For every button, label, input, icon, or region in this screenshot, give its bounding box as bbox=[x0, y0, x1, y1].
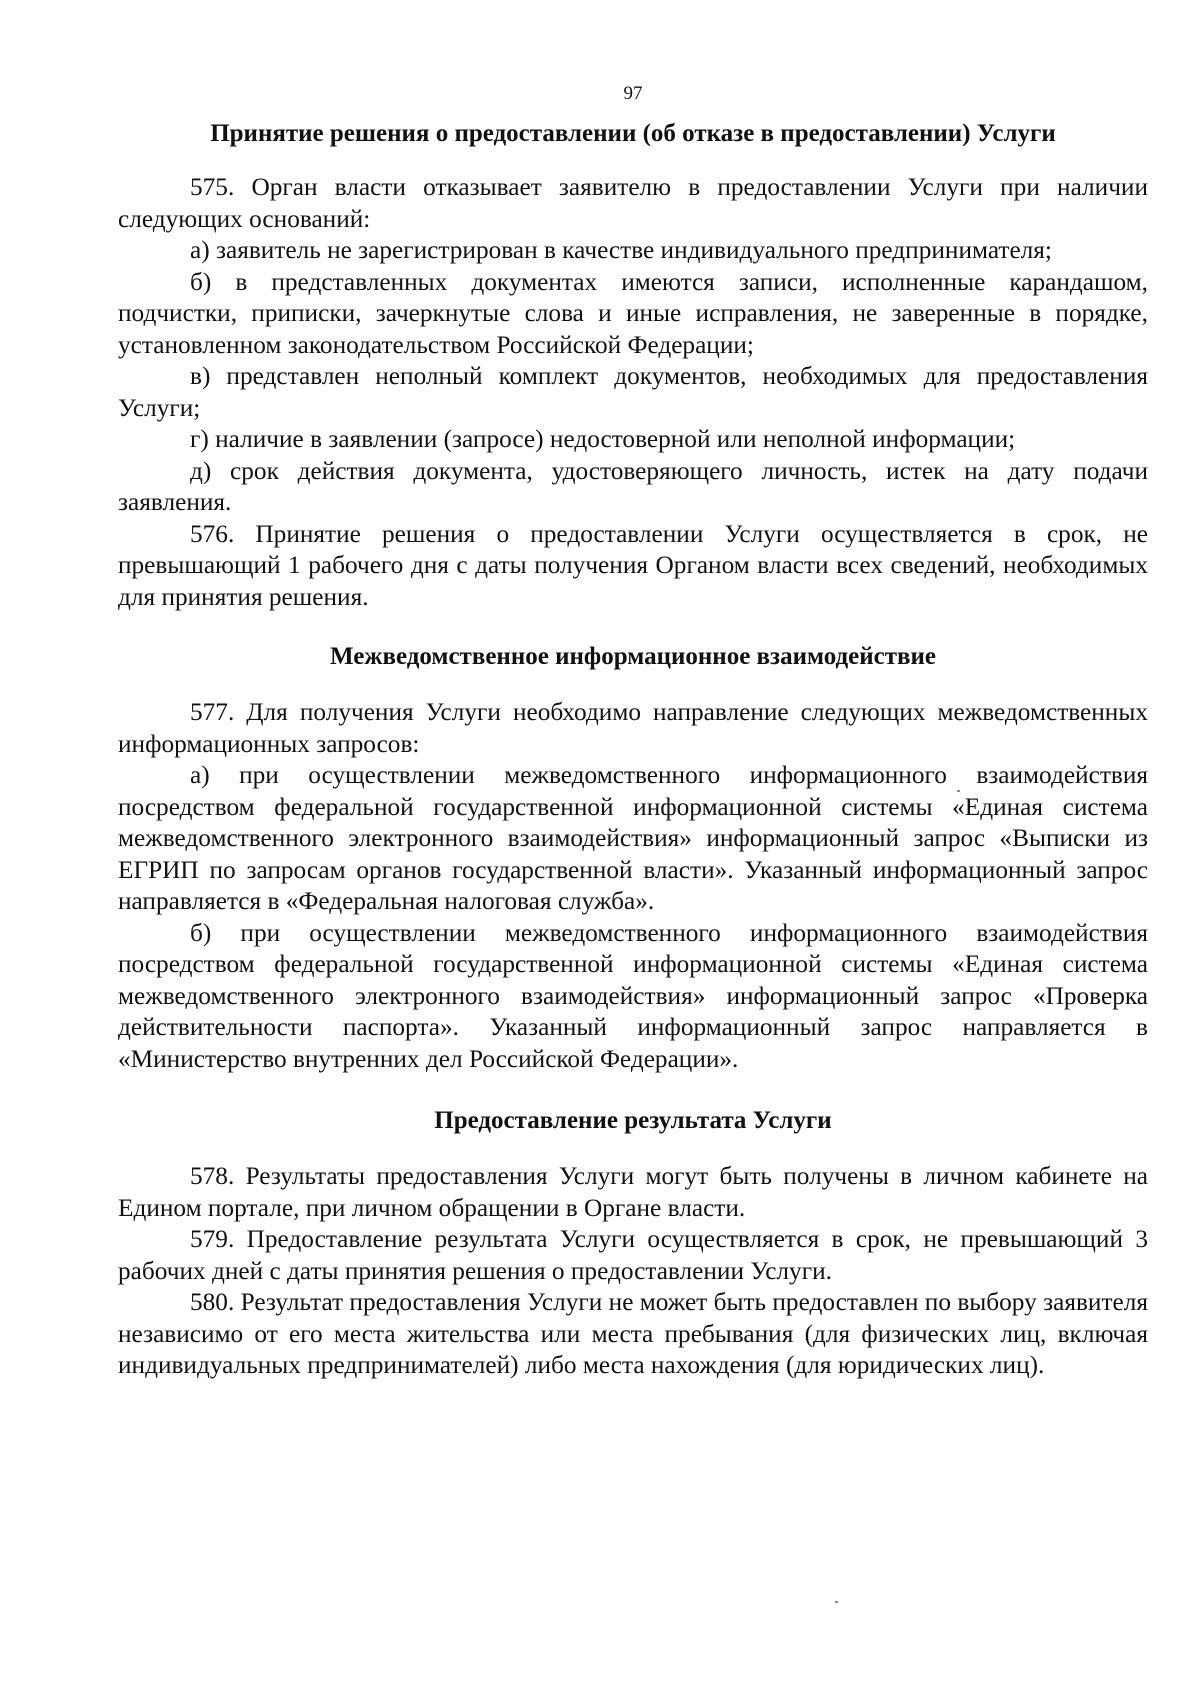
paragraph-579: 579. Предоставление результата Услуги осуществляется в срок, не превышающий 3 рабочих дней с даты принятия решения о предоставлении Услуги. bbox=[118, 1225, 1148, 1285]
paragraph-578: 578. Результаты предоставления Услуги могут быть получены в личном кабинете на Едином портале, при личном обращении в Органе власти. bbox=[118, 1162, 1148, 1222]
list-item-a: а) заявитель не зарегистрирован в качестве индивидуального предпринимателя; bbox=[190, 236, 1052, 264]
section-heading-result: Предоставление результата Услуги bbox=[434, 1107, 832, 1134]
list-item-b: б) в представленных документах имеются записи, исполненные карандашом, подчистки, приписки, зачеркнутые слова и иные исправления, не заверенные в порядке, установленном законодательством Российской Федерации; bbox=[118, 267, 1148, 359]
list-item-v: в) представлен неполный комплект документов, необходимых для предоставления Услуги; bbox=[118, 362, 1148, 422]
document-page bbox=[118, 70, 1148, 1670]
list-item-d: д) срок действия документа, удостоверяющего личность, истек на дату подачи заявления. bbox=[118, 456, 1148, 516]
section-result bbox=[118, 1105, 1148, 1382]
section-decision bbox=[118, 118, 1148, 613]
scan-speck bbox=[957, 790, 960, 792]
scan-speck bbox=[835, 1601, 838, 1603]
section-interagency bbox=[118, 641, 1148, 1075]
paragraph-577: 577. Для получения Услуги необходимо направление следующих межведомственных информационных запросов: bbox=[118, 698, 1148, 758]
list-item-a: а) при осуществлении межведомственного информационного взаимодействия посредством федеральной государственной информационной системы «Единая система межведомственного электронного взаимодействия» информационный запрос «Выписки из ЕГРИП по запросам органов государственной власти». Указанный информационный запрос направляется в «Федеральная налоговая служба». bbox=[118, 761, 1148, 915]
section-heading-decision: Принятие решения о предоставлении (об отказе в предоставлении) Услуги bbox=[210, 120, 1056, 147]
list-item-g: г) наличие в заявлении (запросе) недостоверной или неполной информации; bbox=[190, 425, 1016, 453]
paragraph-580: 580. Результат предоставления Услуги не может быть предоставлен по выбору заявителя независимо от его места жительства или места пребывания (для физических лиц, включая индивидуальных предпринимателей) либо места нахождения (для юридических лиц). bbox=[118, 1288, 1148, 1379]
list-item-b: б) при осуществлении межведомственного информационного взаимодействия посредством федеральной государственной информационной системы «Единая система межведомственного электронного взаимодействия» информационный запрос «Проверка действительности паспорта». Указанный информационный запрос направляется в «Министерство внутренних дел Российской Федерации». bbox=[118, 918, 1148, 1073]
page-number: 97 bbox=[623, 83, 643, 104]
paragraph-576: 576. Принятие решения о предоставлении Услуги осуществляется в срок, не превышающий 1 рабочего дня с даты получения Органом власти всех сведений, необходимых для принятия решения. bbox=[118, 519, 1148, 611]
paragraph-575: 575. Орган власти отказывает заявителю в предоставлении Услуги при наличии следующих оснований: bbox=[118, 173, 1148, 233]
section-heading-interagency: Межведомственное информационное взаимодействие bbox=[330, 643, 936, 670]
